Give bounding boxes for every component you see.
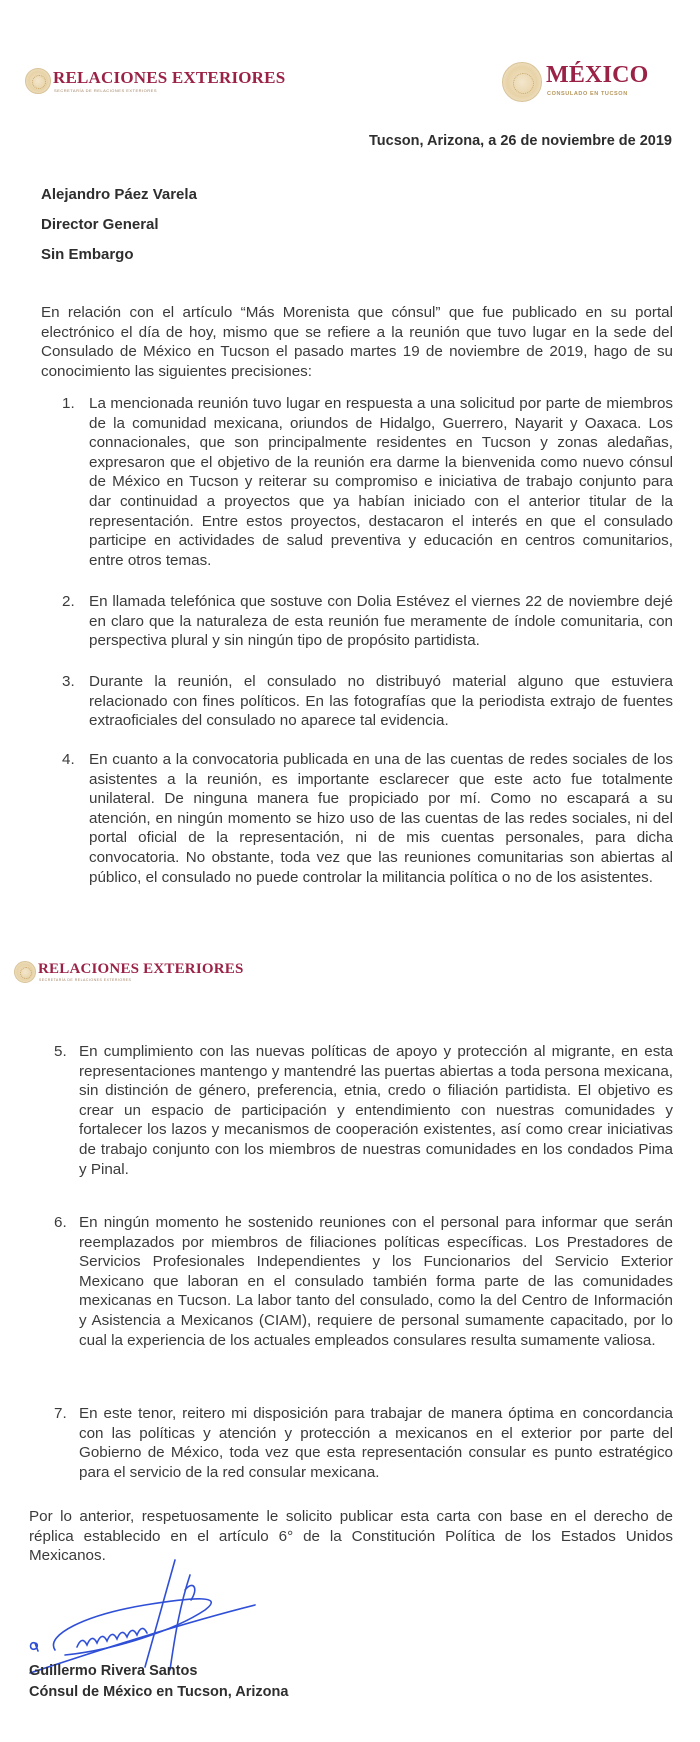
list-item-text: Durante la reunión, el consulado no distribuyó material alguno que estuviera relacionado con fines políticos. En las fotografías que la periodista extrajo de fuentes extraoficiales del consulado no aparece tal evidencia. bbox=[89, 673, 673, 730]
recipient-name: Alejandro Páez Varela bbox=[41, 186, 197, 203]
signer-name: Guillermo Rivera Santos bbox=[29, 1663, 198, 1679]
sre-logo-title: RELACIONES EXTERIORES bbox=[53, 68, 286, 87]
handwritten-signature bbox=[25, 1555, 265, 1675]
sre-logo-subtitle: SECRETARÍA DE RELACIONES EXTERIORES bbox=[54, 88, 158, 93]
signer-title: Cónsul de México en Tucson, Arizona bbox=[29, 1684, 289, 1700]
sre-logo-subtitle: SECRETARÍA DE RELACIONES EXTERIORES bbox=[39, 978, 132, 982]
recipient-organization: Sin Embargo bbox=[41, 246, 134, 263]
list-item-text: La mencionada reunión tuvo lugar en respuesta a una solicitud por parte de miembros de la comunidad mexicana, oriundos de Hidalgo, Guerrero, Nayarit y Oaxaca. Los connacionales, que son principalmente residentes en Tucson y zonas aledañas, expresaron que el objetivo de la reunión era darme la bienvenida como nuevo cónsul de México en Tucson y reiterar su compromiso e iniciativa de trabajo conjunto para dar continuidad a proyectos que ya habían iniciado con el anterior titular de la representación. Entre estos proyectos, destacaron el interés en que el consulado participe en actividades de salud preventiva y educación en centros comunitarios, entre otros temas. bbox=[89, 395, 673, 569]
coat-of-arms-seal-icon bbox=[14, 961, 36, 983]
list-item-number: 7. bbox=[54, 1405, 67, 1422]
coat-of-arms-seal-icon bbox=[502, 62, 542, 102]
list-item-number: 3. bbox=[62, 673, 75, 690]
place-date: Tucson, Arizona, a 26 de noviembre de 2019 bbox=[369, 133, 672, 149]
intro-paragraph: En relación con el artículo “Más Morenista que cónsul” que fue publicado en su portal electrónico el día de hoy, mismo que se refiere a la reunión que tuvo lugar en la sede del Consulado de México en Tucson el pasado martes 19 de noviembre de 2019, hago de su conocimiento las siguientes precisiones: bbox=[41, 304, 673, 380]
consulado-logo-subtitle: CONSULADO EN TUCSON bbox=[547, 91, 628, 97]
list-item-number: 2. bbox=[62, 593, 75, 610]
sre-logo-title: RELACIONES EXTERIORES bbox=[38, 961, 244, 977]
list-item-text: En llamada telefónica que sostuve con Dolia Estévez el viernes 22 de noviembre dejé en claro que la naturaleza de esta reunión fue meramente de índole comunitaria, con perspectiva plural y sin ningún tipo de propósito partidista. bbox=[89, 593, 673, 650]
list-item-number: 1. bbox=[62, 395, 75, 412]
list-item-number: 6. bbox=[54, 1214, 67, 1231]
list-item-text: En este tenor, reitero mi disposición para trabajar de manera óptima en concordancia con las políticas y atención y protección a mexicanos en el exterior por parte del Gobierno de México, toda vez que esta representación consular es punto estratégico para el servicio de la red consular mexicana. bbox=[79, 1405, 673, 1481]
recipient-title: Director General bbox=[41, 216, 159, 233]
list-item-number: 4. bbox=[62, 751, 75, 768]
list-item-number: 5. bbox=[54, 1043, 67, 1060]
closing-paragraph: Por lo anterior, respetuosamente le solicito publicar esta carta con base en el derecho de réplica establecido en el artículo 6° de la Constitución Política de los Estados Unidos Mexicanos. bbox=[29, 1508, 673, 1565]
consulado-logo-title: MÉXICO bbox=[546, 62, 649, 88]
list-item-text: En cuanto a la convocatoria publicada en una de las cuentas de redes sociales de los asistentes a la reunión, es importante esclarecer que este acto fue totalmente unilateral. De ninguna manera fue propiciado por mí. Como no escapará a su atención, en ningún momento se hizo uso de las cuentas de las redes sociales, ni del portal oficial de la representación, ni de mis cuentas personales, para dicha convocatoria. No obstante, toda vez que las reuniones comunitarias son abiertas al público, el consulado no puede controlar la militancia política o no de los asistentes. bbox=[89, 751, 673, 886]
list-item-text: En ningún momento he sostenido reuniones con el personal para informar que serán reemplazados por miembros de filiaciones políticas específicas. Los Prestadores de Servicios Profesionales Independientes y los Funcionarios del Servicio Exterior Mexicano que laboran en el consulado también forma parte de las comunidades mexicanas en Tucson. La labor tanto del consulado, como la del Centro de Información y Asistencia a Mexicanos (CIAM), requiere de personal sumamente capacitado, por lo cual la experiencia de los actuales empleados consulares resulta sumamente valiosa. bbox=[79, 1214, 673, 1349]
list-item-text: En cumplimiento con las nuevas políticas de apoyo y protección al migrante, en esta representaciones mantengo y mantendré las puertas abiertas a toda persona mexicana, sin distinción de género, preferencia, etnia, credo o filiación partidista. El objetivo es crear un espacio de participación y entendimiento con nuestras comunidades y fortalecer los lazos y mecanismos de cooperación existentes, así como crear iniciativas de trabajo conjunto con los miembros de nuestras comunidades en los condados Pima y Pinal. bbox=[79, 1043, 673, 1178]
coat-of-arms-seal-icon bbox=[25, 68, 51, 94]
